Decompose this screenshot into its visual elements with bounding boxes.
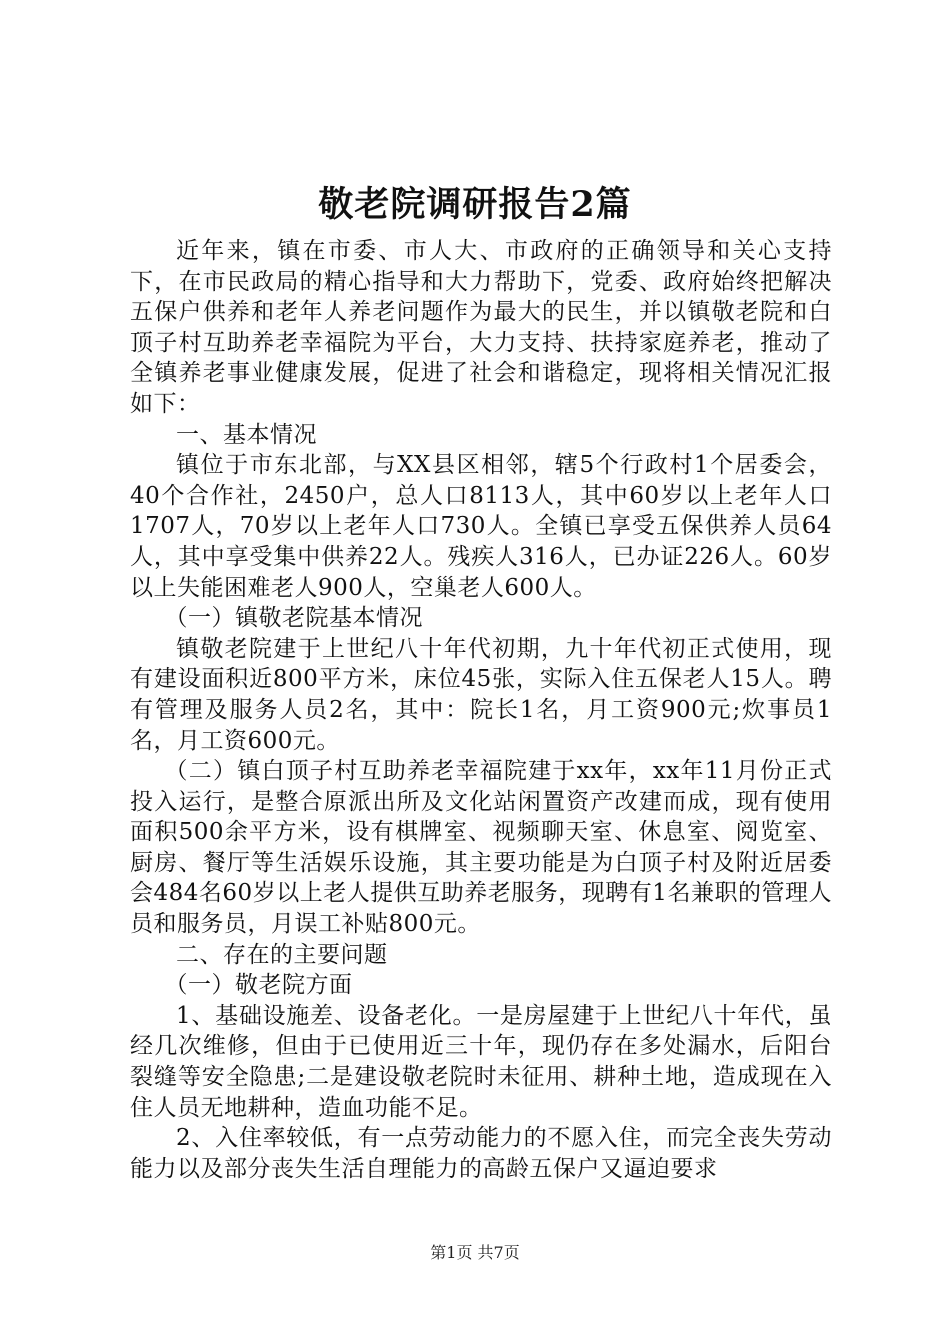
document-title: 敬老院调研报告2篇 [318, 184, 632, 225]
paragraph-problem-2: 2、入住率较低，有一点劳动能力的不愿入住，而完全丧失劳动能力以及部分丧失生活自理能力的高龄五保户又逼迫要求 [130, 1125, 832, 1182]
paragraph-town-overview: 镇位于市东北部，与XX县区相邻，辖5个行政村1个居委会，40个合作社，2450户，总人口8113人，其中60岁以上老年人口1707人，70岁以上老年人口730人。全镇已享受五保供养人员64人，其中享受集中供养22人。残疾人316人，已办证226人。60岁以上失能困难老人900人，空巢老人600人。 [130, 452, 832, 601]
subheading-nursing-home-aspect: （一）敬老院方面 [164, 972, 353, 999]
page-number-footer: 第1页 共7页 [430, 1243, 520, 1262]
paragraph-intro: 近年来，镇在市委、市人大、市政府的正确领导和关心支持下，在市民政局的精心指导和大力帮助下，党委、政府始终把解决五保户供养和老年人养老问题作为最大的民生，并以镇敬老院和白顶子村互助养老幸福院为平台，大力支持、扶持家庭养老，推动了全镇养老事业健康发展，促进了社会和谐稳定，现将相关情况汇报如下： [130, 238, 832, 417]
paragraph-problem-1: 1、基础设施差、设备老化。一是房屋建于上世纪八十年代，虽经几次维修，但由于已使用近三十年，现仍存在多处漏水，后阳台裂缝等安全隐患;二是建设敬老院时未征用、耕种土地，造成现在入住人员无地耕种，造血功能不足。 [130, 1002, 832, 1121]
paragraph-nursing-home: 镇敬老院建于上世纪八十年代初期，九十年代初正式使用，现有建设面积近800平方米，床位45张，实际入住五保老人15人。聘有管理及服务人员2名，其中：院长1名，月工资900元;炊事员1名，月工资600元。 [130, 635, 832, 754]
paragraph-happiness-home: （二）镇白顶子村互助养老幸福院建于xx年，xx年11月份正式投入运行，是整合原派出所及文化站闲置资产改建而成，现有使用面积500余平方米，设有棋牌室、视频聊天室、休息室、阅览室、厨房、餐厅等生活娱乐设施，其主要功能是为白顶子村及附近居委会484名60岁以上老人提供互助养老服务，现聘有1名兼职的管理人员和服务员，月误工补贴800元。 [130, 758, 832, 938]
heading-basic-situation: 一、基本情况 [176, 421, 317, 448]
document-body [130, 236, 832, 1184]
subheading-nursing-home-basics: （一）镇敬老院基本情况 [164, 605, 423, 632]
heading-main-problems: 二、存在的主要问题 [176, 941, 388, 968]
